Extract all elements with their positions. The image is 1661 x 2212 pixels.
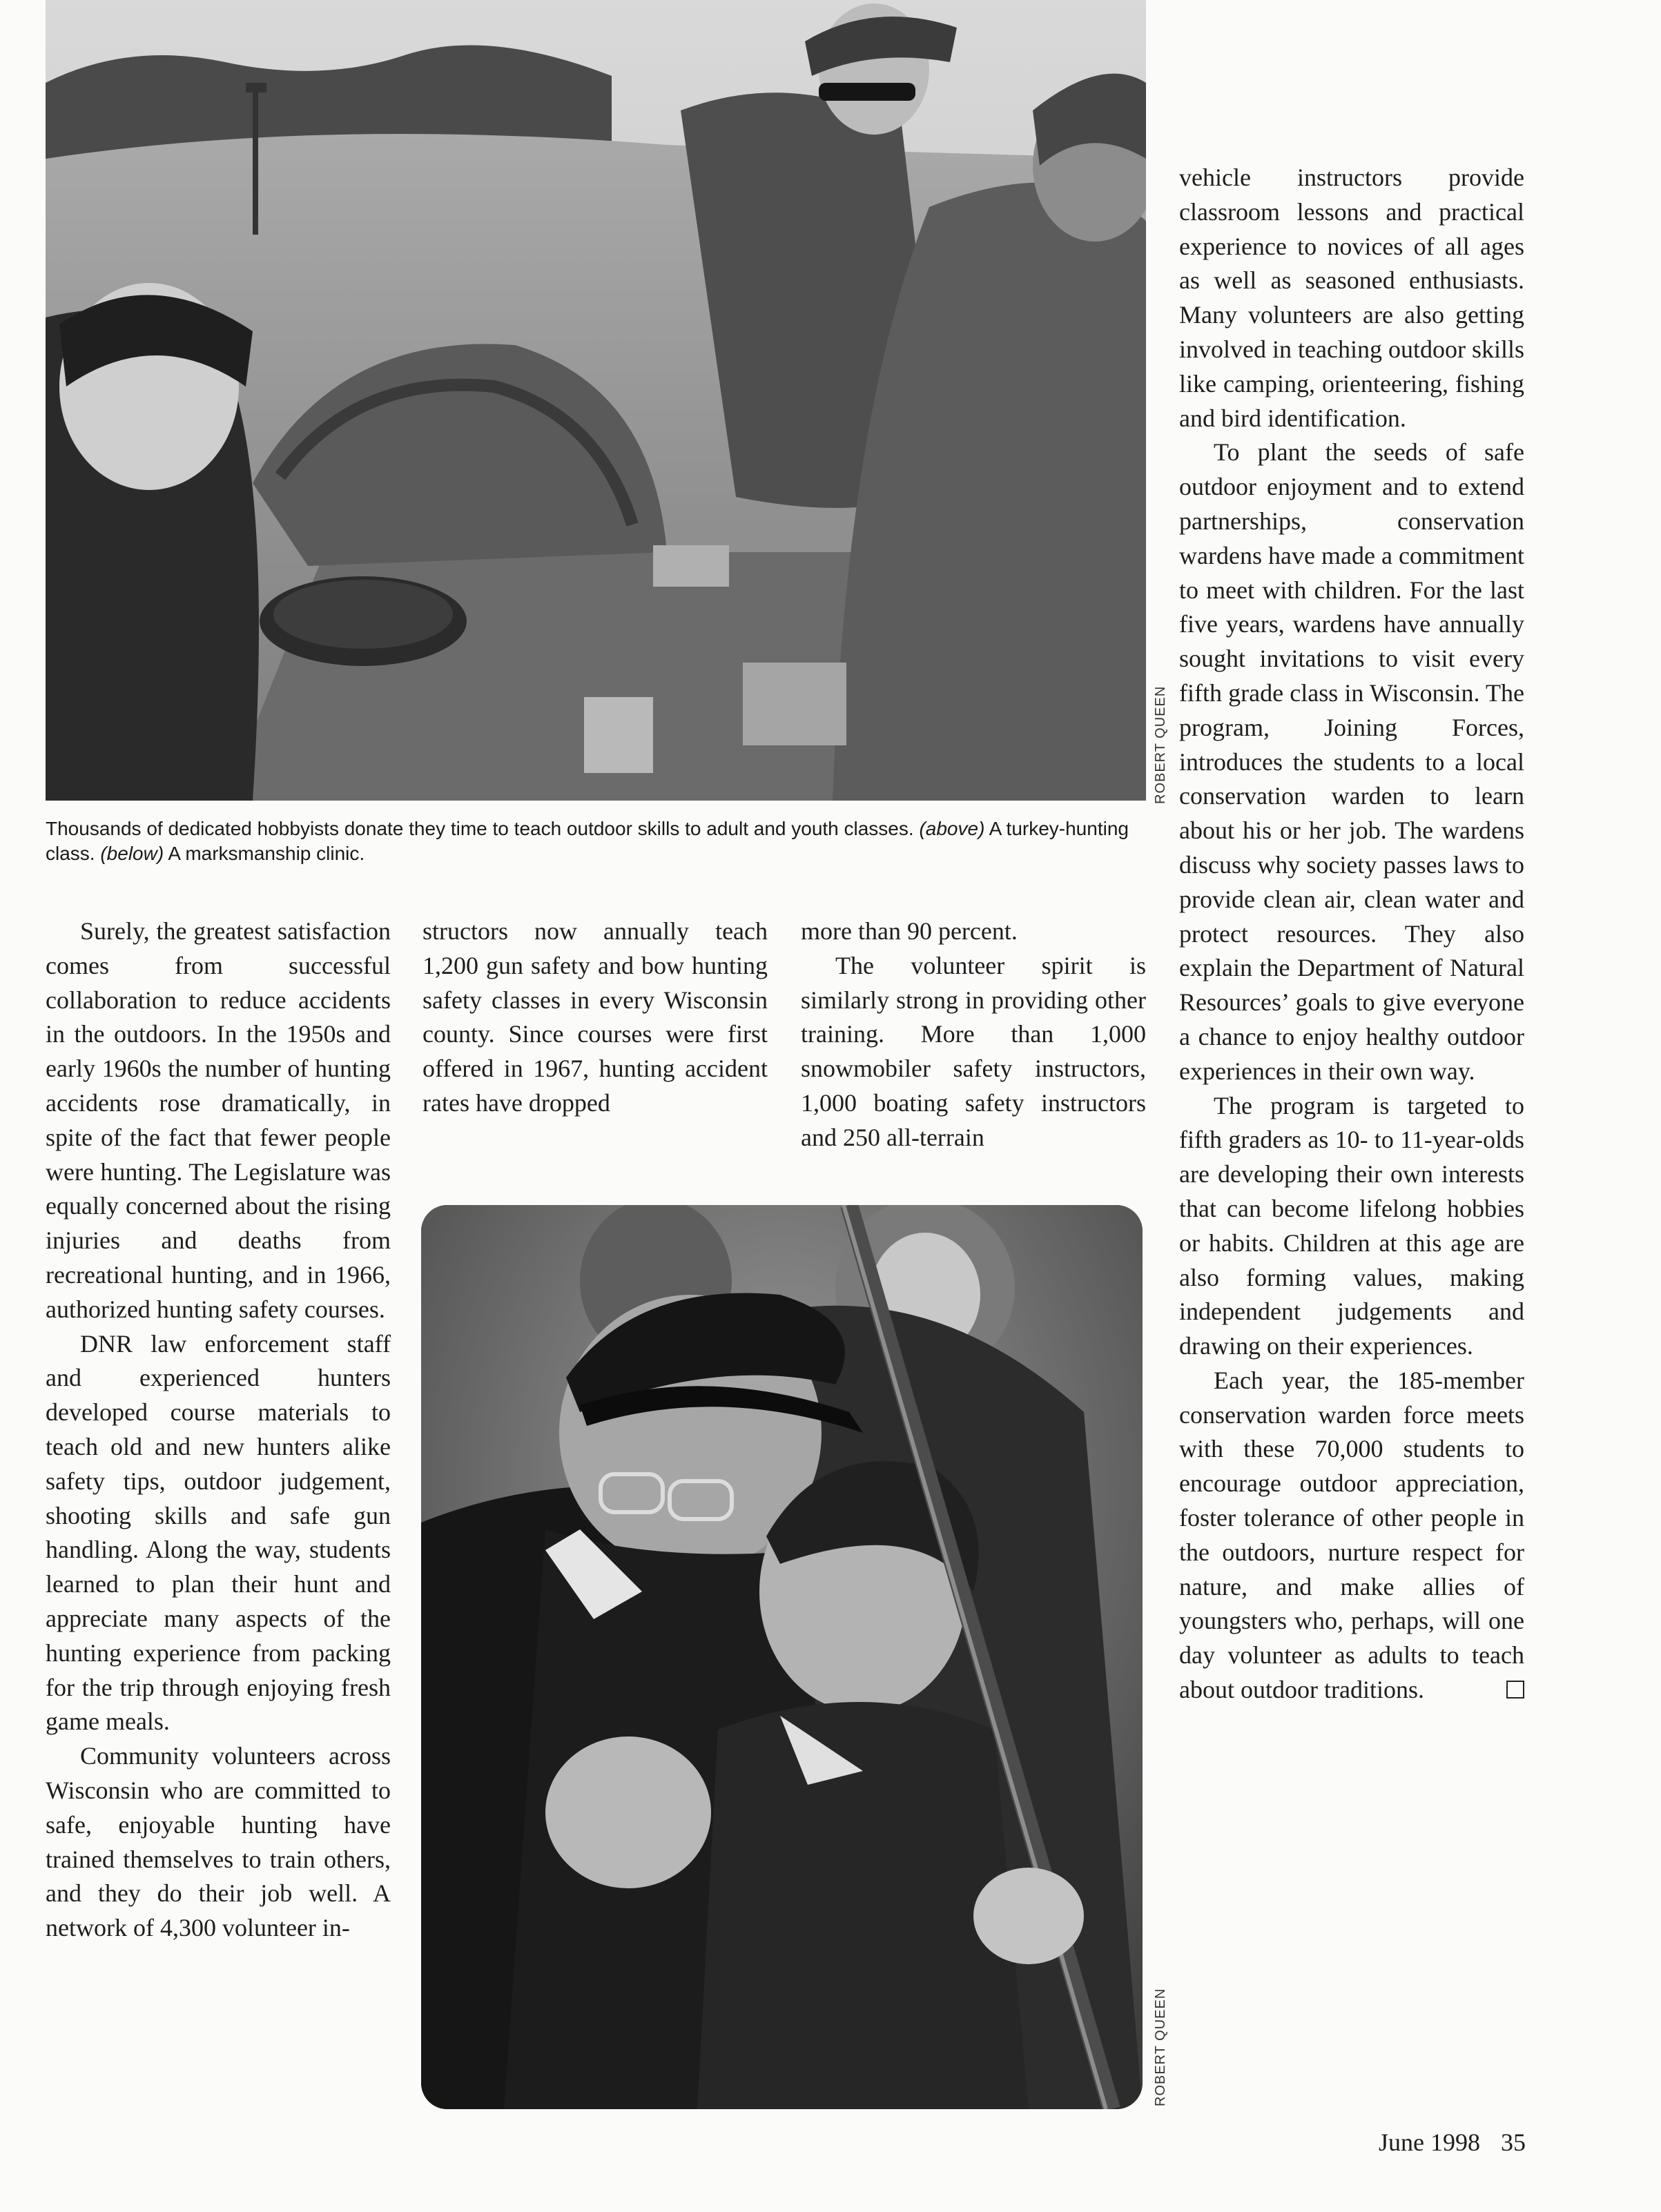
paragraph: Community volunteers across Wisconsin who are committed to safe, enjoyable hunting have trained themselves to train others, and they do their job well. A network of 4,300 volunteer in-	[46, 1742, 391, 1942]
turkey-hunting-class-photo	[46, 0, 1146, 801]
top-photo-credit: ROBERT QUEEN	[1153, 685, 1168, 804]
paragraph: structors now annually teach 1,200 gun safety and bow hunting safety classes in every Wisconsin county. Since courses were first offered in 1967, hunting accident rates have dropped	[422, 917, 768, 1117]
paragraph: The volunteer spirit is similarly strong in providing other training. More than 1,000 snowmobiler safety instructors, 1,000 boating safety instructors and 250 all-terrain	[801, 951, 1146, 1151]
caption-below-text: A marksmanship clinic.	[168, 843, 365, 864]
paragraph: To plant the seeds of safe outdoor enjoyment and to extend partnerships, conservation wardens have made a commitment to meet with children. For the last five years, wardens have annually sought invitations to visit every fifth grade class in Wisconsin. The program, Joining Forces, introduces the students to a local conservation warden to learn about his or her job. The wardens discuss why society passes laws to provide clean air, clean water and protect resources. They also explain the Department of Natural Resources’ goals to give everyone a chance to enjoy healthy outdoor experiences in their own way.	[1179, 438, 1524, 1085]
article-column-1	[46, 914, 391, 1946]
paragraph: Each year, the 185-member conservation warden force meets with these 70,000 students to encourage outdoor appreciation, foster tolerance of other people in the outdoors, nurture respect for nature, and make allies of youngsters who, perhaps, will one day volunteer as adults to teach about outdoor traditions.	[1179, 1366, 1524, 1704]
caption-below-tag: (below)	[100, 843, 164, 864]
article-column-3	[801, 914, 1146, 1155]
caption-above-text: A turkey-hunting class.	[46, 818, 1129, 864]
paragraph: The program is targeted to fifth graders as 10- to 11-year-olds are developing their own interests that can become lifelong hobbies or habits. Children at this age are also forming values, making independent judgements and drawing on their experiences.	[1179, 1091, 1524, 1360]
marksmanship-clinic-illustration	[421, 1205, 1143, 2109]
article-column-4	[1179, 161, 1524, 1707]
page-number: 35	[1501, 2128, 1526, 2156]
page-footer	[1379, 2128, 1526, 2157]
caption-lead: Thousands of dedicated hobbyists donate they time to teach outdoor skills to adult and youth classes.	[46, 818, 914, 839]
issue-date: June 1998	[1379, 2128, 1480, 2156]
article-column-2	[422, 914, 768, 1121]
paragraph: vehicle instructors provide classroom lessons and practical experience to novices of all ages as well as seasoned enthusiasts. Many volunteers are also getting involved in teaching outdoor skills like camping, orienteering, fishing and bird identification.	[1179, 164, 1524, 432]
paragraph-with-end-mark	[1179, 1364, 1524, 1707]
caption-above-tag: (above)	[919, 818, 985, 839]
paragraph: more than 90 percent.	[801, 917, 1018, 945]
photo-caption	[46, 816, 1143, 866]
turkey-hunting-class-illustration	[46, 0, 1146, 801]
bottom-photo-credit: ROBERT QUEEN	[1153, 1988, 1168, 2106]
paragraph: Surely, the greatest satisfaction comes from successful collaboration to reduce accidents in the outdoors. In the 1950s and early 1960s the number of hunting accidents rose dramatically, in spite of the fact that fewer people were hunting. The Legislature was equally concerned about the rising injuries and deaths from recreational hunting, and in 1966, authorized hunting safety courses.	[46, 917, 391, 1323]
paragraph: DNR law enforcement staff and experienced hunters developed course materials to teach old and new hunters alike safety tips, outdoor judgement, shooting skills and safe gun handling. Along the way, students learned to plan their hunt and appreciate many aspects of the hunting experience from packing for the trip through enjoying fresh game meals.	[46, 1329, 391, 1736]
end-of-article-square-icon	[1506, 1681, 1524, 1699]
marksmanship-clinic-photo	[421, 1205, 1143, 2109]
